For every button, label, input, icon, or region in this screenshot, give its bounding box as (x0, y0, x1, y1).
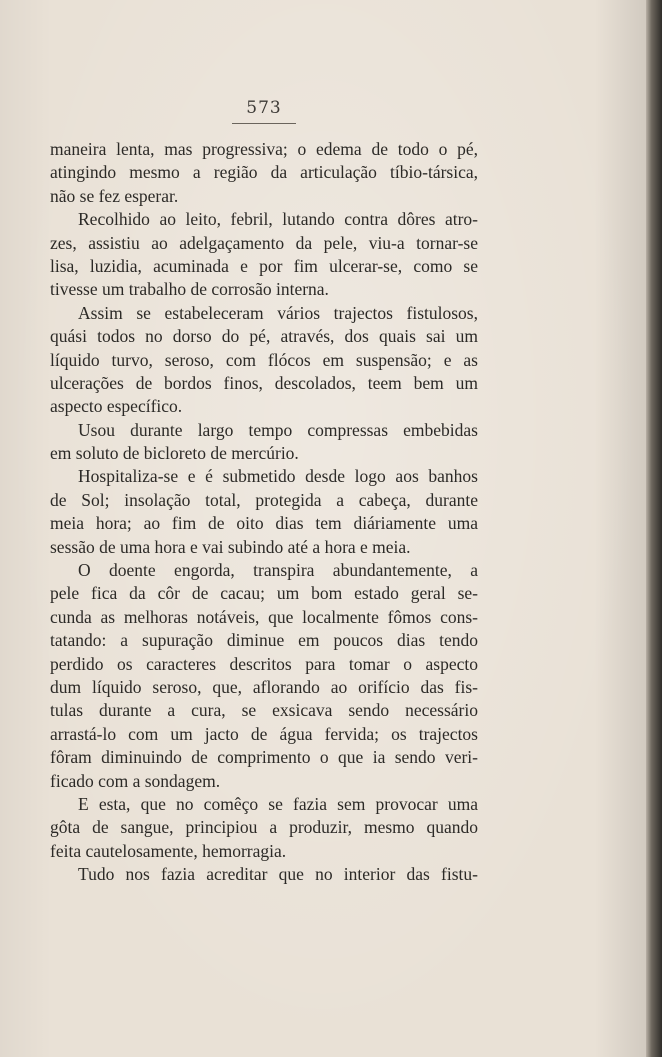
text-line: sessão de uma hora e vai subindo até a hora e meia. (50, 536, 411, 557)
text-line: aspecto específico. (50, 396, 183, 417)
text-line: quási todos no dorso do pé, através, dos quais sai um (50, 326, 478, 347)
text-line: ficado com a sondagem. (50, 770, 221, 791)
text-line: Usou durante largo tempo compressas embebidas (78, 419, 478, 440)
text-line: arrastá-lo com um jacto de água fervida; os trajectos (50, 723, 478, 744)
text-line: feita cautelosamente, hemorragia. (50, 840, 287, 861)
text-line: líquido turvo, seroso, com flócos em suspensão; e as (50, 349, 478, 370)
text-line: Tudo nos fazia acreditar que no interior das fistu- (78, 864, 478, 885)
text-line: gôta de sangue, principiou a produzir, mesmo quando (50, 817, 478, 838)
text-line: não se fez esperar. (50, 185, 179, 206)
text-line: E esta, que no comêço se fazia sem provocar uma (78, 793, 478, 814)
text-line: meia hora; ao fim de oito dias tem diáriamente uma (50, 513, 478, 534)
text-line: em soluto de bicloreto de mercúrio. (50, 443, 299, 464)
text-line: tivesse um trabalho de corrosão interna. (50, 279, 329, 300)
page-number: 573 (246, 98, 282, 118)
text-line: lisa, luzidia, acuminada e por fim ulcerar-se, como se (50, 255, 478, 276)
text-line: maneira lenta, mas progressiva; o edema de todo o pé, (50, 139, 478, 159)
text-line: pele fica da côr de cacau; um bom estado geral se- (50, 583, 478, 604)
text-line: Hospitaliza-se e é submetido desde logo aos banhos (78, 466, 478, 487)
text-line: dum líquido seroso, que, aflorando ao orifício das fis- (50, 676, 478, 697)
page-number-rule (232, 123, 296, 124)
text-line: cunda as melhoras notáveis, que localmente fômos cons- (50, 606, 478, 627)
text-line: atingindo mesmo a região da articulação tíbio-társica, (50, 162, 478, 183)
text-line: perdido os caracteres descritos para tomar o aspecto (50, 653, 478, 674)
text-line: tatando: a supuração diminue em poucos dias tendo (50, 630, 478, 651)
text-line: de Sol; insolação total, protegida a cabeça, durante (50, 489, 478, 510)
text-line: ulcerações de bordos finos, descolados, teem bem um (50, 372, 478, 393)
text-line: O doente engorda, transpira abundantemente, a (78, 560, 478, 581)
text-line: Recolhido ao leito, febril, lutando contra dôres atro- (78, 209, 478, 230)
text-line: Assim se estabeleceram vários trajectos fistulosos, (78, 302, 478, 323)
page-edge (646, 0, 662, 1057)
body-text (50, 138, 478, 887)
text-line: tulas durante a cura, se exsicava sendo necessário (50, 700, 478, 721)
text-line: fôram diminuindo de comprimento o que ia sendo veri- (50, 747, 478, 768)
text-line: zes, assistiu ao adelgaçamento da pele, viu-a tornar-se (50, 232, 478, 253)
